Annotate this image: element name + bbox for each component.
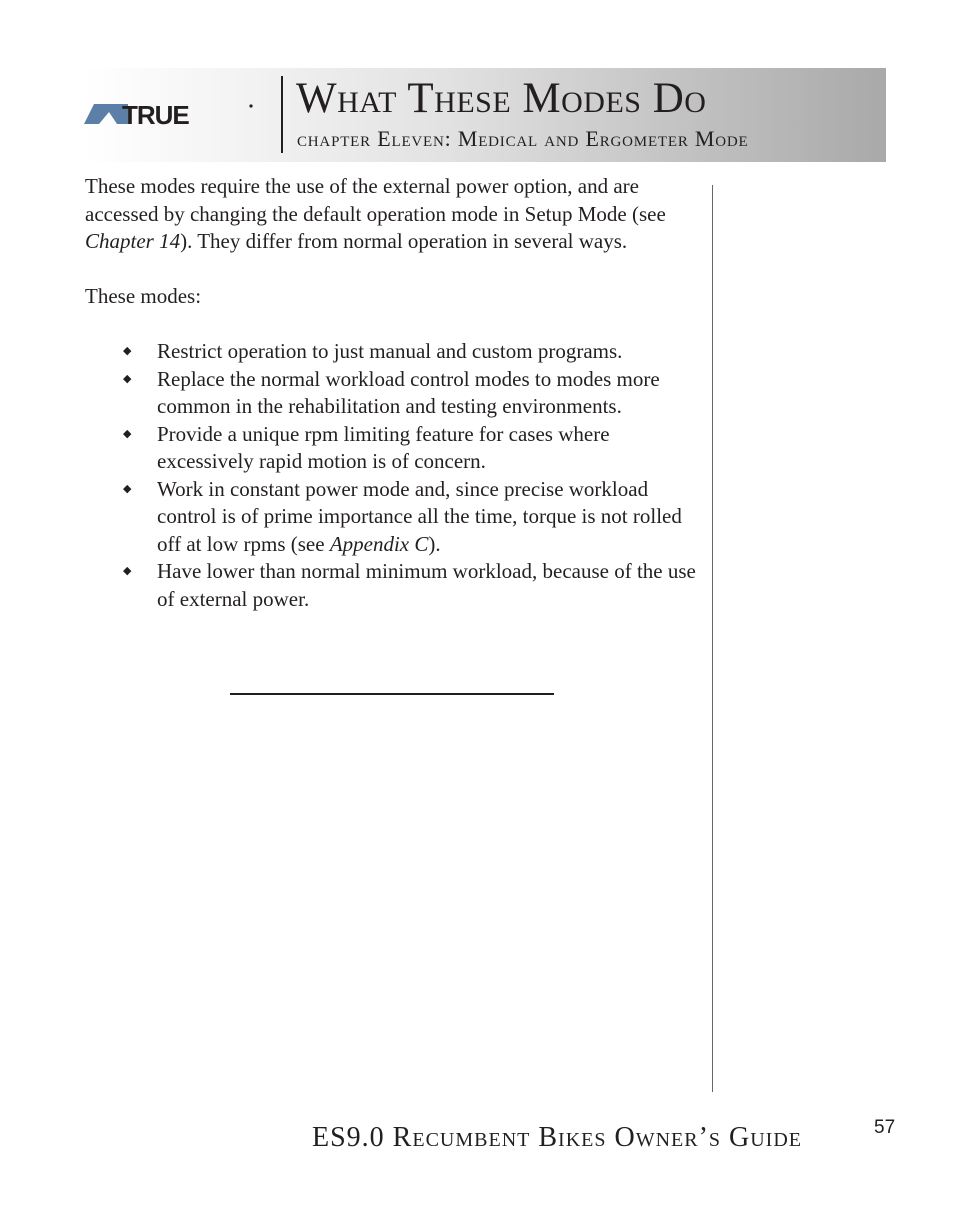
list-item: ◆ Have lower than normal minimum workload, because of the use of external power. [123, 559, 696, 611]
bullet-icon: ◆ [123, 565, 132, 577]
modes-intro: These modes: [85, 284, 202, 308]
main-content [85, 173, 700, 613]
page-title: What These Modes Do [296, 75, 707, 122]
bullet-icon: ◆ [123, 482, 132, 495]
section-separator [230, 693, 554, 695]
bullet-icon: ◆ [123, 427, 132, 440]
modes-list [85, 338, 700, 613]
svg-text:TRUE: TRUE [122, 102, 189, 128]
chapter-subtitle: chapter Eleven: Medical and Ergometer Mode [297, 126, 749, 151]
chapter-header [84, 68, 886, 162]
margin-rule [712, 185, 713, 1092]
bullet-icon: ◆ [123, 345, 132, 357]
list-item: ◆ Restrict operation to just manual and custom programs. [85, 338, 700, 366]
list-item: ◆ Work in constant power mode and, since precise workload control is of prime importance all the time, torque is not rolled off at low rpms (see Appendix C). [123, 476, 682, 556]
appendix-reference: Appendix C [329, 531, 429, 556]
chapter-reference: Chapter 14 [85, 229, 181, 253]
footer-guide-title: ES9.0 Recumbent Bikes Owner’s Guide [312, 1122, 802, 1153]
page-number: 57 [874, 1117, 896, 1138]
intro-paragraph: These modes require the use of the external power option, and are accessed by changing the default operation mode in Setup Mode (see Chapter 14). They differ from normal operation in several ways. [85, 174, 666, 253]
list-item: ◆ Replace the normal workload control modes to modes more common in the rehabilitation and testing environments. [123, 366, 660, 418]
header-divider [281, 76, 283, 153]
list-item: ◆ Provide a unique rpm limiting feature for cases where excessively rapid motion is of concern. [123, 421, 610, 473]
bullet-icon: ◆ [123, 372, 132, 385]
true-logo [84, 102, 256, 128]
